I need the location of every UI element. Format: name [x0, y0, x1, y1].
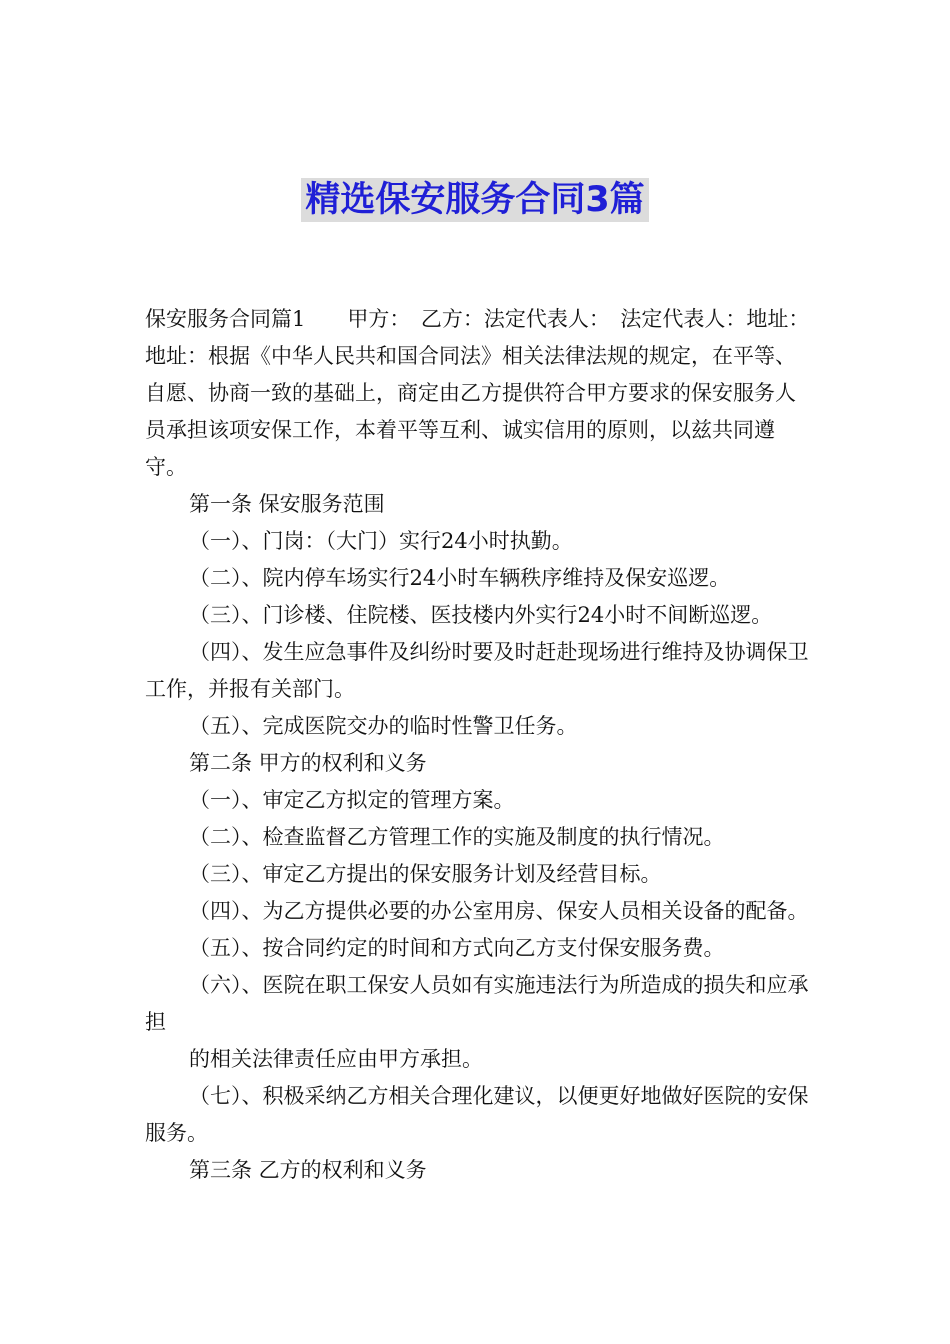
document-title-text: 精选保安服务合同3篇	[301, 178, 648, 222]
article-2-heading: 第二条 甲方的权利和义务	[189, 751, 427, 775]
article-1-item-2: （二）、院内停车场实行24小时车辆秩序维持及保安巡逻。	[189, 566, 731, 590]
article-2-item-1: （一）、审定乙方拟定的管理方案。	[189, 788, 515, 812]
article-2-item-2: （二）、检查监督乙方管理工作的实施及制度的执行情况。	[189, 825, 725, 849]
article-1-heading: 第一条 保安服务范围	[189, 492, 385, 516]
article-2-item-6: （六）、医院在职工保安人员如有实施违法行为所造成的损失和应承担	[145, 973, 809, 1034]
article-2-item-7: （七）、积极采纳乙方相关合理化建议，以便更好地做好医院的安保服务。	[145, 1084, 809, 1145]
article-1-item-5: （五）、完成医院交办的临时性警卫任务。	[189, 714, 578, 738]
document-body	[145, 301, 820, 1189]
article-1-item-4: （四）、发生应急事件及纠纷时要及时赶赴现场进行维持及协调保卫工作，并报有关部门。	[145, 640, 809, 701]
document-title	[0, 176, 950, 224]
paragraph-intro: 保安服务合同篇1 甲方： 乙方：法定代表人： 法定代表人：地址： 地址：根据《中华人民共和国合同法》相关法律法规的规定，在平等、自愿、协商一致的基础上，商定由乙方提供符合甲方要求的保安服务人员承担该项安保工作，本着平等互利、诚实信用的原则，以兹共同遵守。	[145, 307, 820, 479]
article-2-item-3: （三）、审定乙方提出的保安服务计划及经营目标。	[189, 862, 662, 886]
article-2-item-5: （五）、按合同约定的时间和方式向乙方支付保安服务费。	[189, 936, 725, 960]
article-2-item-6-continued: 的相关法律责任应由甲方承担。	[189, 1047, 483, 1071]
article-1-item-3: （三）、门诊楼、住院楼、医技楼内外实行24小时不间断巡逻。	[189, 603, 773, 627]
article-3-heading: 第三条 乙方的权利和义务	[189, 1158, 427, 1182]
article-1-item-1: （一）、门岗：（大门）实行24小时执勤。	[189, 529, 573, 553]
article-2-item-4: （四）、为乙方提供必要的办公室用房、保安人员相关设备的配备。	[189, 899, 809, 923]
